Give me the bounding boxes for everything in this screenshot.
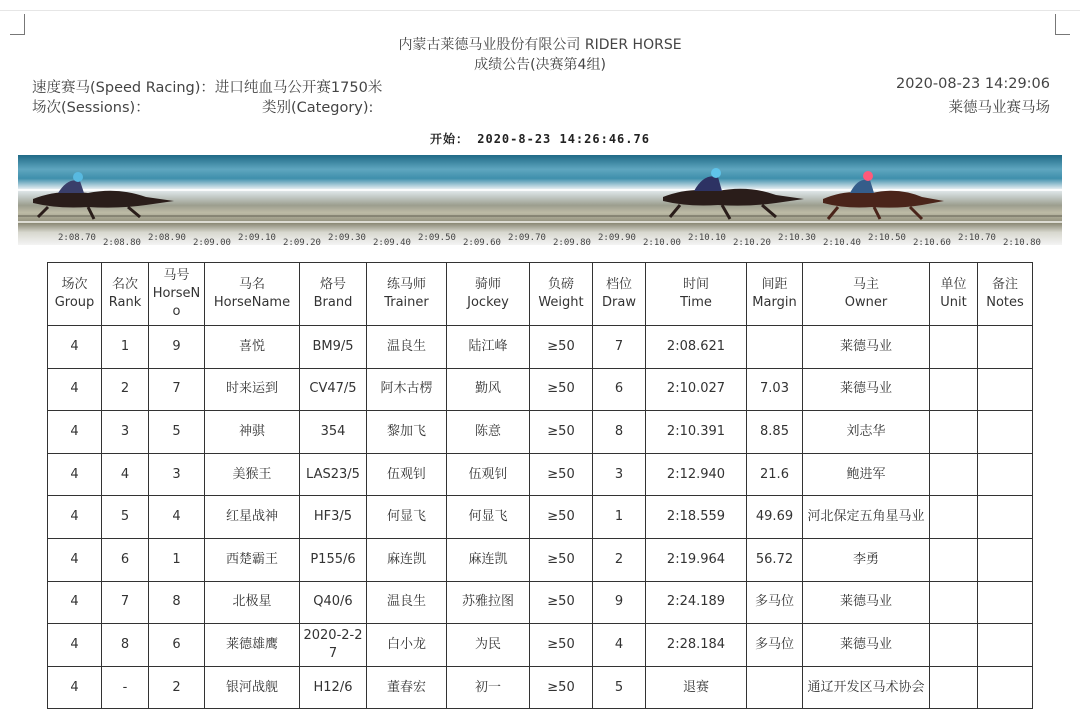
column-header-zh: 名次 [111,277,138,292]
cell-jockey: 陆江峰 [447,326,530,369]
cell-unit [930,666,978,709]
page-corner-mark-left [10,14,25,35]
cell-horseno: 4 [149,496,205,539]
cell-rank: 8 [102,624,149,667]
cell-horsename: 银河战舰 [205,666,300,709]
cell-owner: 莱德马业 [803,326,930,369]
cell-group: 4 [48,581,102,624]
cell-rank: 3 [102,411,149,454]
column-header-en: Unit [940,295,967,310]
cell-horsename: 美猴王 [205,453,300,496]
cell-horseno: 2 [149,666,205,709]
column-header-jockey [447,263,530,326]
cell-horseno: 5 [149,411,205,454]
horse-rider-3-image [818,165,948,221]
cell-draw: 1 [593,496,646,539]
photo-finish-image [18,155,1062,245]
cell-brand: P155/6 [300,538,367,581]
column-header-unit [930,263,978,326]
time-tick-label: 2:09.40 [373,238,411,245]
horse-rider-1-image [28,163,178,221]
column-header-rank [102,263,149,326]
column-header-en: Margin [752,295,797,310]
cell-rank: - [102,666,149,709]
column-header-trainer [367,263,447,326]
column-header-zh: 骑师 [474,277,501,292]
table-body [48,326,1033,709]
column-header-zh: 马主 [852,277,879,292]
cell-time: 2:08.621 [646,326,747,369]
cell-brand: Q40/6 [300,581,367,624]
cell-horsename: 西楚霸王 [205,538,300,581]
column-header-en: HorseNo [152,286,201,319]
column-header-brand [300,263,367,326]
cell-weight: ≥50 [530,538,593,581]
time-tick-label: 2:08.90 [148,233,186,243]
cell-horsename: 莱德雄鹰 [205,624,300,667]
cell-trainer: 温良生 [367,326,447,369]
cell-weight: ≥50 [530,411,593,454]
cell-owner: 李勇 [803,538,930,581]
cell-draw: 5 [593,666,646,709]
cell-group: 4 [48,624,102,667]
cell-owner: 河北保定五角星马业 [803,496,930,539]
cell-horseno: 1 [149,538,205,581]
cell-trainer: 温良生 [367,581,447,624]
cell-weight: ≥50 [530,581,593,624]
cell-margin: 7.03 [747,368,803,411]
cell-rank: 2 [102,368,149,411]
cell-time: 退赛 [646,666,747,709]
column-header-notes [978,263,1033,326]
cell-jockey: 伍观钊 [447,453,530,496]
table-row [48,411,1033,454]
cell-margin [747,326,803,369]
cell-notes [978,581,1033,624]
cell-draw: 3 [593,453,646,496]
time-tick-label: 2:10.50 [868,233,906,243]
column-header-zh: 马名 [238,277,265,292]
table-row [48,624,1033,667]
results-table [47,262,1033,709]
cell-horsename: 红星战神 [205,496,300,539]
cell-jockey: 苏雅拉图 [447,581,530,624]
cell-notes [978,368,1033,411]
report-subtitle: 成绩公告(决赛第4组) [474,57,606,73]
cell-draw: 2 [593,538,646,581]
table-row [48,666,1033,709]
table-row [48,368,1033,411]
cell-time: 2:10.391 [646,411,747,454]
cell-margin [747,666,803,709]
cell-margin: 多马位 [747,581,803,624]
cell-weight: ≥50 [530,368,593,411]
cell-rank: 7 [102,581,149,624]
cell-unit [930,368,978,411]
cell-brand: HF3/5 [300,496,367,539]
cell-jockey: 勤风 [447,368,530,411]
time-tick-label: 2:08.80 [103,238,141,245]
cell-owner: 莱德马业 [803,581,930,624]
column-header-zh: 备注 [991,277,1018,292]
sessions-label: 场次(Sessions)： [32,100,150,116]
cell-weight: ≥50 [530,326,593,369]
cell-time: 2:24.189 [646,581,747,624]
cell-group: 4 [48,411,102,454]
cell-owner: 莱德马业 [803,368,930,411]
page-corner-mark-right [1055,14,1070,35]
column-header-en: Jockey [467,295,509,310]
column-header-group [48,263,102,326]
cell-weight: ≥50 [530,453,593,496]
cell-unit [930,624,978,667]
column-header-zh: 练马师 [386,277,426,292]
cell-unit [930,326,978,369]
table-row [48,453,1033,496]
time-tick-label: 2:09.90 [598,233,636,243]
race-label: 速度赛马(Speed Racing)：进口纯血马公开赛1750米 [32,80,383,96]
cell-margin: 多马位 [747,624,803,667]
time-tick-label: 2:10.80 [1003,238,1041,245]
column-header-zh: 负磅 [547,277,574,292]
time-tick-label: 2:10.00 [643,238,681,245]
cell-draw: 6 [593,368,646,411]
cell-horsename: 神骐 [205,411,300,454]
cell-horsename: 时来运到 [205,368,300,411]
table-row [48,538,1033,581]
cell-notes [978,411,1033,454]
time-tick-label: 2:10.20 [733,238,771,245]
column-header-en: Brand [313,295,353,310]
time-tick-label: 2:09.80 [553,238,591,245]
cell-draw: 9 [593,581,646,624]
cell-brand: H12/6 [300,666,367,709]
cell-weight: ≥50 [530,624,593,667]
time-tick-label: 2:09.50 [418,233,456,243]
time-tick-label: 2:10.60 [913,238,951,245]
time-tick-label: 2:09.20 [283,238,321,245]
cell-jockey: 何显飞 [447,496,530,539]
cell-unit [930,496,978,539]
venue-name: 莱德马业赛马场 [948,100,1050,116]
column-header-en: Time [680,295,712,310]
cell-brand: CV47/5 [300,368,367,411]
table-row [48,496,1033,539]
column-header-horsename [205,263,300,326]
cell-group: 4 [48,326,102,369]
column-header-zh: 单位 [940,277,967,292]
category-label: 类别(Category): [262,100,374,116]
cell-time: 2:28.184 [646,624,747,667]
cell-brand: 2020-2-27 [300,624,367,667]
cell-notes [978,666,1033,709]
cell-rank: 1 [102,326,149,369]
cell-group: 4 [48,538,102,581]
cell-time: 2:12.940 [646,453,747,496]
cell-horsename: 北极星 [205,581,300,624]
cell-unit [930,453,978,496]
cell-trainer: 阿木古楞 [367,368,447,411]
cell-owner: 莱德马业 [803,624,930,667]
cell-margin: 8.85 [747,411,803,454]
time-tick-label: 2:10.10 [688,233,726,243]
column-header-en: Notes [986,295,1024,310]
cell-notes [978,326,1033,369]
cell-rank: 4 [102,453,149,496]
cell-horsename: 喜悦 [205,326,300,369]
cell-brand: LAS23/5 [300,453,367,496]
start-time: 开始： 2020-8-23 14:26:46.76 [430,132,650,146]
time-tick-label: 2:09.60 [463,238,501,245]
cell-group: 4 [48,453,102,496]
column-header-zh: 时间 [682,277,709,292]
horse-rider-2-image [658,161,808,221]
cell-trainer: 麻连凯 [367,538,447,581]
cell-time: 2:19.964 [646,538,747,581]
cell-horseno: 3 [149,453,205,496]
cell-brand: BM9/5 [300,326,367,369]
column-header-en: HorseName [213,295,291,310]
report-datetime: 2020-08-23 14:29:06 [896,76,1050,92]
cell-group: 4 [48,496,102,539]
cell-margin: 56.72 [747,538,803,581]
column-header-en: Owner [844,295,888,310]
cell-draw: 7 [593,326,646,369]
time-tick-label: 2:10.70 [958,233,996,243]
column-header-zh: 烙号 [319,277,346,292]
cell-weight: ≥50 [530,496,593,539]
photo-time-ticks [18,231,1062,245]
cell-owner: 通辽开发区马术协会 [803,666,930,709]
time-tick-label: 2:09.70 [508,233,546,243]
cell-trainer: 白小龙 [367,624,447,667]
cell-notes [978,496,1033,539]
cell-brand: 354 [300,411,367,454]
cell-time: 2:18.559 [646,496,747,539]
cell-horseno: 9 [149,326,205,369]
column-header-en: Weight [538,295,584,310]
column-header-zh: 档位 [605,277,632,292]
column-header-owner [803,263,930,326]
cell-horseno: 7 [149,368,205,411]
column-header-en: Group [54,295,95,310]
cell-owner: 刘志华 [803,411,930,454]
cell-jockey: 初一 [447,666,530,709]
cell-rank: 6 [102,538,149,581]
column-header-zh: 场次 [61,277,88,292]
time-tick-label: 2:09.30 [328,233,366,243]
time-tick-label: 2:09.10 [238,233,276,243]
cell-horseno: 6 [149,624,205,667]
cell-draw: 8 [593,411,646,454]
cell-unit [930,411,978,454]
cell-margin: 21.6 [747,453,803,496]
column-header-zh: 马号 [163,268,190,283]
cell-margin: 49.69 [747,496,803,539]
column-header-margin [747,263,803,326]
cell-rank: 5 [102,496,149,539]
company-title: 内蒙古莱德马业股份有限公司 RIDER HORSE [398,37,682,53]
time-tick-label: 2:08.70 [58,233,96,243]
cell-unit [930,581,978,624]
cell-trainer: 董春宏 [367,666,447,709]
cell-unit [930,538,978,581]
cell-owner: 鲍进军 [803,453,930,496]
column-header-en: Draw [602,295,636,310]
cell-draw: 4 [593,624,646,667]
cell-horseno: 8 [149,581,205,624]
cell-group: 4 [48,368,102,411]
cell-group: 4 [48,666,102,709]
cell-time: 2:10.027 [646,368,747,411]
table-header-row [48,263,1033,326]
cell-notes [978,538,1033,581]
cell-jockey: 麻连凯 [447,538,530,581]
column-header-zh: 间距 [761,277,788,292]
column-header-en: Rank [108,295,142,310]
cell-notes [978,453,1033,496]
cell-trainer: 伍观钊 [367,453,447,496]
cell-jockey: 为民 [447,624,530,667]
column-header-draw [593,263,646,326]
table-row [48,581,1033,624]
column-header-time [646,263,747,326]
time-tick-label: 2:09.00 [193,238,231,245]
column-header-horseno [149,263,205,326]
table-row [48,326,1033,369]
cell-trainer: 何显飞 [367,496,447,539]
cell-notes [978,624,1033,667]
column-header-weight [530,263,593,326]
page-top-edge [0,10,1080,11]
column-header-en: Trainer [384,295,429,310]
cell-trainer: 黎加飞 [367,411,447,454]
time-tick-label: 2:10.40 [823,238,861,245]
cell-weight: ≥50 [530,666,593,709]
time-tick-label: 2:10.30 [778,233,816,243]
cell-jockey: 陈意 [447,411,530,454]
